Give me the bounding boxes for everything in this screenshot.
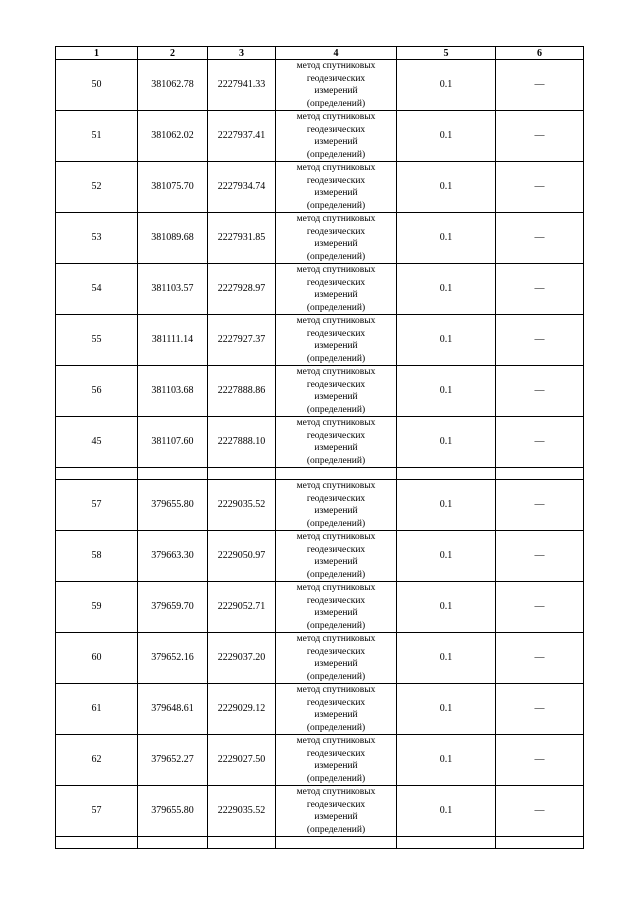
cell-point-number: 50 bbox=[56, 60, 138, 111]
cell-coordinate-y: 2227934.74 bbox=[208, 162, 276, 213]
method-line: метод спутниковых bbox=[296, 163, 376, 173]
table-row bbox=[56, 366, 584, 417]
method-line: измерений bbox=[314, 506, 358, 516]
method-line: (определений) bbox=[306, 404, 366, 415]
method-line: измерений bbox=[314, 188, 358, 198]
method-line: (определений) bbox=[306, 200, 366, 211]
header-row bbox=[56, 47, 584, 60]
cell-accuracy: 0.1 bbox=[397, 60, 496, 111]
method-line: измерений bbox=[314, 710, 358, 720]
empty-cell bbox=[208, 837, 276, 849]
cell-note: — bbox=[496, 315, 584, 366]
header-col-4: 4 bbox=[276, 47, 397, 60]
cell-note: — bbox=[496, 60, 584, 111]
cell-note: — bbox=[496, 633, 584, 684]
method-line: метод спутниковых bbox=[296, 532, 376, 542]
method-line: геодезических bbox=[306, 493, 366, 504]
cell-accuracy: 0.1 bbox=[397, 366, 496, 417]
method-line: метод спутниковых bbox=[296, 583, 376, 593]
method-line: метод спутниковых bbox=[296, 112, 376, 122]
method-line: измерений bbox=[314, 86, 358, 96]
cell-coordinate-y: 2227937.41 bbox=[208, 111, 276, 162]
cell-method bbox=[276, 315, 397, 366]
method-line: метод спутниковых bbox=[296, 265, 376, 275]
table-row bbox=[56, 315, 584, 366]
table-header bbox=[56, 47, 584, 60]
cell-coordinate-y: 2229037.20 bbox=[208, 633, 276, 684]
method-line: метод спутниковых bbox=[296, 634, 376, 644]
cell-point-number: 51 bbox=[56, 111, 138, 162]
cell-point-number: 52 bbox=[56, 162, 138, 213]
method-line: измерений bbox=[314, 659, 358, 669]
cell-method bbox=[276, 60, 397, 111]
method-line: (определений) bbox=[306, 722, 366, 733]
method-line: (определений) bbox=[306, 773, 366, 784]
method-line: измерений bbox=[314, 557, 358, 567]
empty-separator-row bbox=[56, 468, 584, 480]
cell-note: — bbox=[496, 417, 584, 468]
table-row bbox=[56, 735, 584, 786]
table-row bbox=[56, 162, 584, 213]
header-col-5: 5 bbox=[397, 47, 496, 60]
method-line: метод спутниковых bbox=[296, 685, 376, 695]
method-line: геодезических bbox=[306, 544, 366, 555]
method-line: геодезических bbox=[306, 595, 366, 606]
empty-cell bbox=[496, 837, 584, 849]
cell-point-number: 45 bbox=[56, 417, 138, 468]
cell-method bbox=[276, 480, 397, 531]
cell-accuracy: 0.1 bbox=[397, 735, 496, 786]
cell-note: — bbox=[496, 111, 584, 162]
method-line: геодезических bbox=[306, 379, 366, 390]
cell-accuracy: 0.1 bbox=[397, 417, 496, 468]
cell-coordinate-x: 381103.57 bbox=[138, 264, 208, 315]
table-row bbox=[56, 111, 584, 162]
cell-method bbox=[276, 684, 397, 735]
method-line: геодезических bbox=[306, 328, 366, 339]
table-row bbox=[56, 633, 584, 684]
header-col-3: 3 bbox=[208, 47, 276, 60]
method-line: геодезических bbox=[306, 73, 366, 84]
cell-accuracy: 0.1 bbox=[397, 684, 496, 735]
cell-coordinate-x: 381103.68 bbox=[138, 366, 208, 417]
table-row bbox=[56, 531, 584, 582]
empty-cell bbox=[397, 468, 496, 480]
method-line: геодезических bbox=[306, 226, 366, 237]
method-line: измерений bbox=[314, 239, 358, 249]
method-line: измерений bbox=[314, 812, 358, 822]
cell-coordinate-y: 2227927.37 bbox=[208, 315, 276, 366]
cell-coordinate-x: 379655.80 bbox=[138, 480, 208, 531]
method-line: метод спутниковых bbox=[296, 787, 376, 797]
cell-coordinate-y: 2227888.86 bbox=[208, 366, 276, 417]
method-line: (определений) bbox=[306, 824, 366, 835]
cell-point-number: 56 bbox=[56, 366, 138, 417]
method-line: геодезических bbox=[306, 748, 366, 759]
cell-accuracy: 0.1 bbox=[397, 633, 496, 684]
cell-accuracy: 0.1 bbox=[397, 582, 496, 633]
cell-note: — bbox=[496, 213, 584, 264]
method-line: метод спутниковых bbox=[296, 418, 376, 428]
cell-method bbox=[276, 162, 397, 213]
header-col-2: 2 bbox=[138, 47, 208, 60]
cell-note: — bbox=[496, 582, 584, 633]
cell-coordinate-y: 2229050.97 bbox=[208, 531, 276, 582]
cell-note: — bbox=[496, 264, 584, 315]
method-line: метод спутниковых bbox=[296, 736, 376, 746]
cell-note: — bbox=[496, 531, 584, 582]
coordinates-table bbox=[55, 46, 584, 849]
method-line: (определений) bbox=[306, 671, 366, 682]
method-line: (определений) bbox=[306, 620, 366, 631]
table-row bbox=[56, 60, 584, 111]
cell-method bbox=[276, 531, 397, 582]
method-line: геодезических bbox=[306, 175, 366, 186]
method-line: (определений) bbox=[306, 518, 366, 529]
cell-method bbox=[276, 633, 397, 684]
method-line: измерений bbox=[314, 392, 358, 402]
cell-point-number: 57 bbox=[56, 480, 138, 531]
empty-cell bbox=[276, 468, 397, 480]
method-line: измерений bbox=[314, 341, 358, 351]
method-line: (определений) bbox=[306, 569, 366, 580]
cell-note: — bbox=[496, 684, 584, 735]
method-line: метод спутниковых bbox=[296, 367, 376, 377]
cell-coordinate-x: 379655.80 bbox=[138, 786, 208, 837]
cell-coordinate-x: 379648.61 bbox=[138, 684, 208, 735]
cell-note: — bbox=[496, 735, 584, 786]
empty-separator-row bbox=[56, 837, 584, 849]
cell-accuracy: 0.1 bbox=[397, 264, 496, 315]
method-line: метод спутниковых bbox=[296, 316, 376, 326]
cell-method bbox=[276, 111, 397, 162]
cell-point-number: 60 bbox=[56, 633, 138, 684]
cell-coordinate-x: 381075.70 bbox=[138, 162, 208, 213]
method-line: геодезических bbox=[306, 646, 366, 657]
cell-note: — bbox=[496, 162, 584, 213]
cell-coordinate-x: 379659.70 bbox=[138, 582, 208, 633]
table-row bbox=[56, 264, 584, 315]
table-row bbox=[56, 213, 584, 264]
method-line: (определений) bbox=[306, 149, 366, 160]
cell-coordinate-x: 381111.14 bbox=[138, 315, 208, 366]
cell-coordinate-y: 2229035.52 bbox=[208, 786, 276, 837]
method-line: (определений) bbox=[306, 455, 366, 466]
method-line: метод спутниковых bbox=[296, 61, 376, 71]
table-row bbox=[56, 582, 584, 633]
method-line: измерений bbox=[314, 137, 358, 147]
cell-coordinate-y: 2229027.50 bbox=[208, 735, 276, 786]
cell-point-number: 57 bbox=[56, 786, 138, 837]
method-line: измерений bbox=[314, 761, 358, 771]
table-row bbox=[56, 786, 584, 837]
cell-point-number: 62 bbox=[56, 735, 138, 786]
cell-point-number: 55 bbox=[56, 315, 138, 366]
empty-cell bbox=[56, 468, 138, 480]
cell-coordinate-x: 381089.68 bbox=[138, 213, 208, 264]
cell-point-number: 61 bbox=[56, 684, 138, 735]
method-line: (определений) bbox=[306, 302, 366, 313]
method-line: метод спутниковых bbox=[296, 481, 376, 491]
cell-accuracy: 0.1 bbox=[397, 315, 496, 366]
method-line: метод спутниковых bbox=[296, 214, 376, 224]
cell-coordinate-x: 379663.30 bbox=[138, 531, 208, 582]
table-body bbox=[56, 60, 584, 849]
method-line: измерений bbox=[314, 443, 358, 453]
header-col-1: 1 bbox=[56, 47, 138, 60]
method-line: геодезических bbox=[306, 430, 366, 441]
method-line: измерений bbox=[314, 290, 358, 300]
cell-point-number: 54 bbox=[56, 264, 138, 315]
method-line: (определений) bbox=[306, 251, 366, 262]
cell-accuracy: 0.1 bbox=[397, 162, 496, 213]
header-col-6: 6 bbox=[496, 47, 584, 60]
cell-note: — bbox=[496, 366, 584, 417]
cell-coordinate-y: 2229052.71 bbox=[208, 582, 276, 633]
cell-point-number: 58 bbox=[56, 531, 138, 582]
cell-coordinate-y: 2227888.10 bbox=[208, 417, 276, 468]
cell-method bbox=[276, 786, 397, 837]
cell-coordinate-x: 379652.27 bbox=[138, 735, 208, 786]
table-row bbox=[56, 417, 584, 468]
cell-accuracy: 0.1 bbox=[397, 531, 496, 582]
cell-coordinate-x: 381062.78 bbox=[138, 60, 208, 111]
method-line: геодезических bbox=[306, 277, 366, 288]
cell-method bbox=[276, 417, 397, 468]
cell-accuracy: 0.1 bbox=[397, 786, 496, 837]
cell-coordinate-y: 2229035.52 bbox=[208, 480, 276, 531]
empty-cell bbox=[397, 837, 496, 849]
empty-cell bbox=[138, 837, 208, 849]
cell-method bbox=[276, 366, 397, 417]
empty-cell bbox=[208, 468, 276, 480]
method-line: (определений) bbox=[306, 353, 366, 364]
method-line: (определений) bbox=[306, 98, 366, 109]
empty-cell bbox=[276, 837, 397, 849]
method-line: измерений bbox=[314, 608, 358, 618]
empty-cell bbox=[56, 837, 138, 849]
cell-point-number: 59 bbox=[56, 582, 138, 633]
cell-accuracy: 0.1 bbox=[397, 480, 496, 531]
table-row bbox=[56, 480, 584, 531]
cell-method bbox=[276, 213, 397, 264]
cell-coordinate-y: 2227941.33 bbox=[208, 60, 276, 111]
cell-method bbox=[276, 735, 397, 786]
method-line: геодезических bbox=[306, 799, 366, 810]
cell-note: — bbox=[496, 786, 584, 837]
table-row bbox=[56, 684, 584, 735]
cell-point-number: 53 bbox=[56, 213, 138, 264]
cell-method bbox=[276, 582, 397, 633]
cell-method bbox=[276, 264, 397, 315]
cell-note: — bbox=[496, 480, 584, 531]
cell-coordinate-x: 379652.16 bbox=[138, 633, 208, 684]
cell-coordinate-y: 2227928.97 bbox=[208, 264, 276, 315]
cell-coordinate-y: 2229029.12 bbox=[208, 684, 276, 735]
method-line: геодезических bbox=[306, 124, 366, 135]
empty-cell bbox=[496, 468, 584, 480]
cell-accuracy: 0.1 bbox=[397, 111, 496, 162]
cell-coordinate-y: 2227931.85 bbox=[208, 213, 276, 264]
empty-cell bbox=[138, 468, 208, 480]
cell-accuracy: 0.1 bbox=[397, 213, 496, 264]
cell-coordinate-x: 381107.60 bbox=[138, 417, 208, 468]
cell-coordinate-x: 381062.02 bbox=[138, 111, 208, 162]
method-line: геодезических bbox=[306, 697, 366, 708]
